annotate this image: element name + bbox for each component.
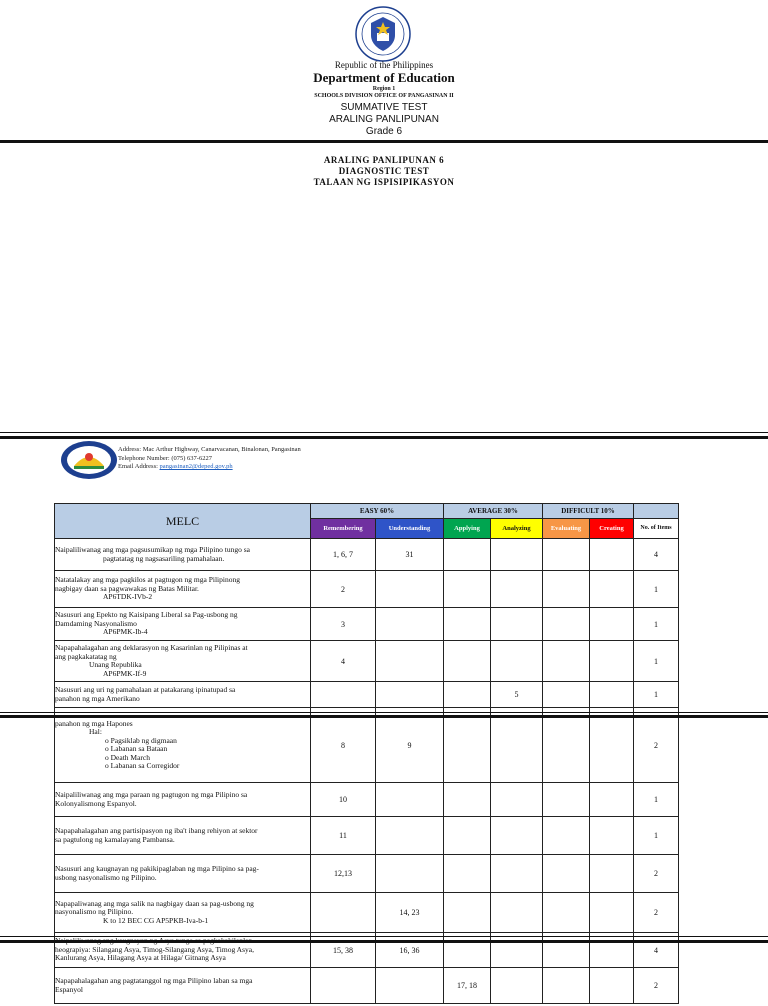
applying-cell: [444, 571, 491, 608]
evaluating-cell: [543, 539, 590, 571]
remembering-cell: 2: [311, 571, 376, 608]
evaluating-cell: [543, 933, 590, 968]
melc-line: usbong nasyonalismo ng Pilipino.: [55, 872, 157, 882]
phone-line: Telephone Number: (075) 637-6227: [118, 454, 212, 462]
remembering-cell: 4: [311, 641, 376, 682]
melc-description: [55, 817, 311, 855]
republic-text: Republic of the Philippines: [334, 60, 434, 70]
department-title: Department of Education: [313, 70, 455, 85]
remembering-cell: 3: [311, 608, 376, 641]
understanding-cell: [376, 783, 444, 817]
remembering-cell: 11: [311, 817, 376, 855]
evaluating-cell: [543, 682, 590, 708]
melc-line: AP6PMK-If-9: [103, 668, 147, 678]
melc-line: panahon ng mga Amerikano: [55, 693, 140, 703]
easy-group-header: EASY 60%: [311, 504, 444, 519]
melc-line: panahon ng mga Hapones: [55, 718, 133, 728]
applying-cell: [444, 817, 491, 855]
difficult-group-header: DIFFICULT 10%: [543, 504, 634, 519]
total-cell: 2: [634, 968, 679, 1004]
melc-line: o Labanan sa Corregidor: [105, 761, 180, 770]
creating-cell: [590, 571, 634, 608]
melc-header: MELC: [55, 504, 311, 539]
table-of-specification: [54, 503, 679, 1004]
melc-line: Unang Republika: [89, 660, 142, 669]
total-cell: 1: [634, 571, 679, 608]
total-cell: 2: [634, 708, 679, 783]
analyzing-cell: [491, 933, 543, 968]
creating-cell: [590, 933, 634, 968]
melc-line: Napapahalagahan ang pagtatanggol ng mga Pilipino laban sa mga: [55, 976, 253, 985]
page-break-line-thick-2: [0, 940, 768, 943]
table-row: [55, 893, 679, 933]
email-label: Email Address:: [118, 463, 160, 470]
remembering-cell: 1, 6, 7: [311, 539, 376, 571]
table-row: [55, 968, 679, 1004]
melc-description: [55, 539, 311, 571]
page-break-line-thin: [0, 712, 768, 713]
understanding-header: Understanding: [376, 519, 444, 539]
understanding-cell: 31: [376, 539, 444, 571]
melc-line: Napapahalagahan ang partisipasyon ng iba't ibang rehiyon at sektor: [55, 826, 258, 835]
analyzing-cell: 5: [491, 682, 543, 708]
understanding-cell: [376, 571, 444, 608]
melc-line: Damdaming Nasyonalismo: [55, 618, 137, 628]
division-logo-icon: [60, 440, 118, 480]
total-cell: 1: [634, 783, 679, 817]
melc-line: Hal:: [89, 727, 102, 736]
creating-cell: [590, 893, 634, 933]
melc-line: Napapaliwanag ang mga salik na nagbigay daan sa pag-usbong ng: [55, 898, 254, 908]
melc-line: heograpiya: Silangang Asya, Timog-Silangang Asya, Timog Asya,: [55, 944, 254, 954]
melc-line: Naipaliliwanag ang mga paraan ng pagtugon ng mga Pilipino sa: [55, 790, 248, 799]
understanding-cell: [376, 817, 444, 855]
understanding-cell: 14, 23: [376, 893, 444, 933]
melc-line: o Pagsiklab ng digmaan: [105, 735, 177, 745]
analyzing-cell: [491, 783, 543, 817]
melc-line: AP6PMK-Ib-4: [103, 627, 148, 637]
understanding-cell: 9: [376, 708, 444, 783]
total-cell: 1: [634, 817, 679, 855]
melc-line: sa pagtulong ng kamalayang Pambansa.: [55, 834, 175, 844]
melc-line: Natatalakay ang mga pagkilos at pagtugon ng mga Pilipinong: [55, 575, 240, 585]
address-line: Address: Mac Arthur Highway, Canarvacanan, Binalonan, Pangasinan: [118, 446, 301, 453]
header-divider: [0, 140, 768, 143]
applying-cell: 17, 18: [444, 968, 491, 1004]
melc-line: Kolonyalismong Espanyol.: [55, 798, 137, 808]
blank-header: [634, 504, 679, 519]
melc-line: pagtatatag ng nagsasariling pamahalaan.: [103, 553, 225, 563]
remembering-cell: [311, 682, 376, 708]
table-row: [55, 708, 679, 783]
applying-cell: [444, 539, 491, 571]
table-row: [55, 608, 679, 641]
analyzing-header: Analyzing: [491, 519, 543, 539]
understanding-cell: [376, 682, 444, 708]
footer-divider-thick: [0, 436, 768, 439]
division-text: SCHOOLS DIVISION OFFICE OF PANGASINAN II: [314, 93, 454, 99]
page-break-line-thick: [0, 715, 768, 718]
understanding-cell: [376, 641, 444, 682]
melc-line: AP6TDK-IVb-2: [103, 592, 153, 602]
deped-seal-icon: [355, 6, 411, 62]
email-link[interactable]: pangasinan2@deped.gov.ph: [159, 463, 233, 470]
melc-description: [55, 893, 311, 933]
document-title-line-3: TALAAN NG ISPISIPIKASYON: [313, 177, 455, 187]
creating-cell: [590, 855, 634, 893]
total-cell: 4: [634, 933, 679, 968]
applying-cell: [444, 682, 491, 708]
evaluating-cell: [543, 893, 590, 933]
creating-cell: [590, 608, 634, 641]
understanding-cell: [376, 608, 444, 641]
applying-cell: [444, 855, 491, 893]
analyzing-cell: [491, 539, 543, 571]
melc-line: Kanlurang Asya, Hilagang Asya at Hilaga/ Gitnang Asya: [55, 953, 226, 963]
footer-divider-thin: [0, 432, 768, 433]
analyzing-cell: [491, 893, 543, 933]
analyzing-cell: [491, 708, 543, 783]
analyzing-cell: [491, 571, 543, 608]
total-cell: 2: [634, 855, 679, 893]
melc-description: [55, 641, 311, 682]
remembering-cell: 12,13: [311, 855, 376, 893]
evaluating-cell: [543, 968, 590, 1004]
creating-cell: [590, 783, 634, 817]
understanding-cell: [376, 855, 444, 893]
applying-header: Applying: [444, 519, 491, 539]
creating-cell: [590, 641, 634, 682]
applying-cell: [444, 893, 491, 933]
melc-description: [55, 708, 311, 783]
table-row: [55, 783, 679, 817]
evaluating-header: Evaluating: [543, 519, 590, 539]
total-cell: 1: [634, 682, 679, 708]
analyzing-cell: [491, 608, 543, 641]
document-title-line-1: ARALING PANLIPUNAN 6: [323, 155, 445, 165]
melc-line: Nasusuri ang kaugnayan ng pakikipaglaban ng mga Pilipino sa pag-: [55, 864, 259, 873]
footer-address: [118, 446, 301, 472]
creating-cell: [590, 539, 634, 571]
average-group-header: AVERAGE 30%: [444, 504, 543, 519]
grade-text: Grade 6: [365, 126, 403, 137]
melc-description: [55, 933, 311, 968]
analyzing-cell: [491, 968, 543, 1004]
table-row: [55, 571, 679, 608]
total-cell: 1: [634, 641, 679, 682]
region-text: Region 1: [372, 86, 396, 92]
document-title-line-2: DIAGNOSTIC TEST: [338, 166, 430, 176]
melc-line: ang pagkakatatag ng: [55, 651, 117, 661]
understanding-cell: [376, 968, 444, 1004]
applying-cell: [444, 708, 491, 783]
creating-header: Creating: [590, 519, 634, 539]
total-cell: 2: [634, 893, 679, 933]
remembering-cell: [311, 968, 376, 1004]
melc-description: [55, 855, 311, 893]
melc-line: Napapahalagahan ang deklarasyon ng Kasarinlan ng Pilipinas at: [55, 643, 248, 652]
table-row: [55, 641, 679, 682]
melc-line: nasyonalismo ng Pilipino.: [55, 907, 134, 917]
melc-line: o Labanan sa Bataan: [105, 744, 168, 753]
total-cell: 4: [634, 539, 679, 571]
evaluating-cell: [543, 608, 590, 641]
page-break-line-thin-2: [0, 936, 768, 937]
melc-description: [55, 571, 311, 608]
applying-cell: [444, 608, 491, 641]
table-row: [55, 539, 679, 571]
evaluating-cell: [543, 783, 590, 817]
melc-line: nagbigay daan sa pagwawakas ng Batas Militar.: [55, 583, 199, 593]
melc-description: [55, 783, 311, 817]
creating-cell: [590, 968, 634, 1004]
evaluating-cell: [543, 641, 590, 682]
analyzing-cell: [491, 855, 543, 893]
creating-cell: [590, 682, 634, 708]
remembering-cell: 15, 38: [311, 933, 376, 968]
melc-description: [55, 682, 311, 708]
evaluating-cell: [543, 855, 590, 893]
remembering-cell: 10: [311, 783, 376, 817]
creating-cell: [590, 817, 634, 855]
applying-cell: [444, 933, 491, 968]
email-line: [118, 463, 301, 472]
table-row: [55, 933, 679, 968]
melc-description: [55, 608, 311, 641]
evaluating-cell: [543, 817, 590, 855]
table-body: [55, 539, 679, 1004]
creating-cell: [590, 708, 634, 783]
table-row: [55, 855, 679, 893]
melc-line: K to 12 BEC CG AP5PKB-Iva-b-1: [103, 915, 209, 925]
subject-text: ARALING PANLIPUNAN: [329, 114, 439, 125]
table-row: [55, 682, 679, 708]
no-of-items-header: No. of Items: [634, 519, 679, 539]
evaluating-cell: [543, 571, 590, 608]
analyzing-cell: [491, 817, 543, 855]
melc-line: o Death March: [105, 752, 150, 762]
understanding-cell: 16, 36: [376, 933, 444, 968]
table-row: [55, 817, 679, 855]
remembering-cell: 8: [311, 708, 376, 783]
melc-line: Nasusuri ang Epekto ng Kaisipang Liberal sa Pag-usbong ng: [55, 610, 238, 620]
melc-line: Naipaliliwanag ang mga pagsusumikap ng mga Pilipino tungo sa: [55, 545, 250, 554]
melc-description: [55, 968, 311, 1004]
applying-cell: [444, 641, 491, 682]
melc-line: Espanyol: [55, 984, 83, 994]
remembering-cell: [311, 893, 376, 933]
test-type-text: SUMMATIVE TEST: [340, 102, 428, 113]
applying-cell: [444, 783, 491, 817]
melc-line: Nasusuri ang uri ng pamahalaan at patakarang ipinatupad sa: [55, 685, 236, 694]
evaluating-cell: [543, 708, 590, 783]
analyzing-cell: [491, 641, 543, 682]
remembering-header: Remembering: [311, 519, 376, 539]
total-cell: 1: [634, 608, 679, 641]
